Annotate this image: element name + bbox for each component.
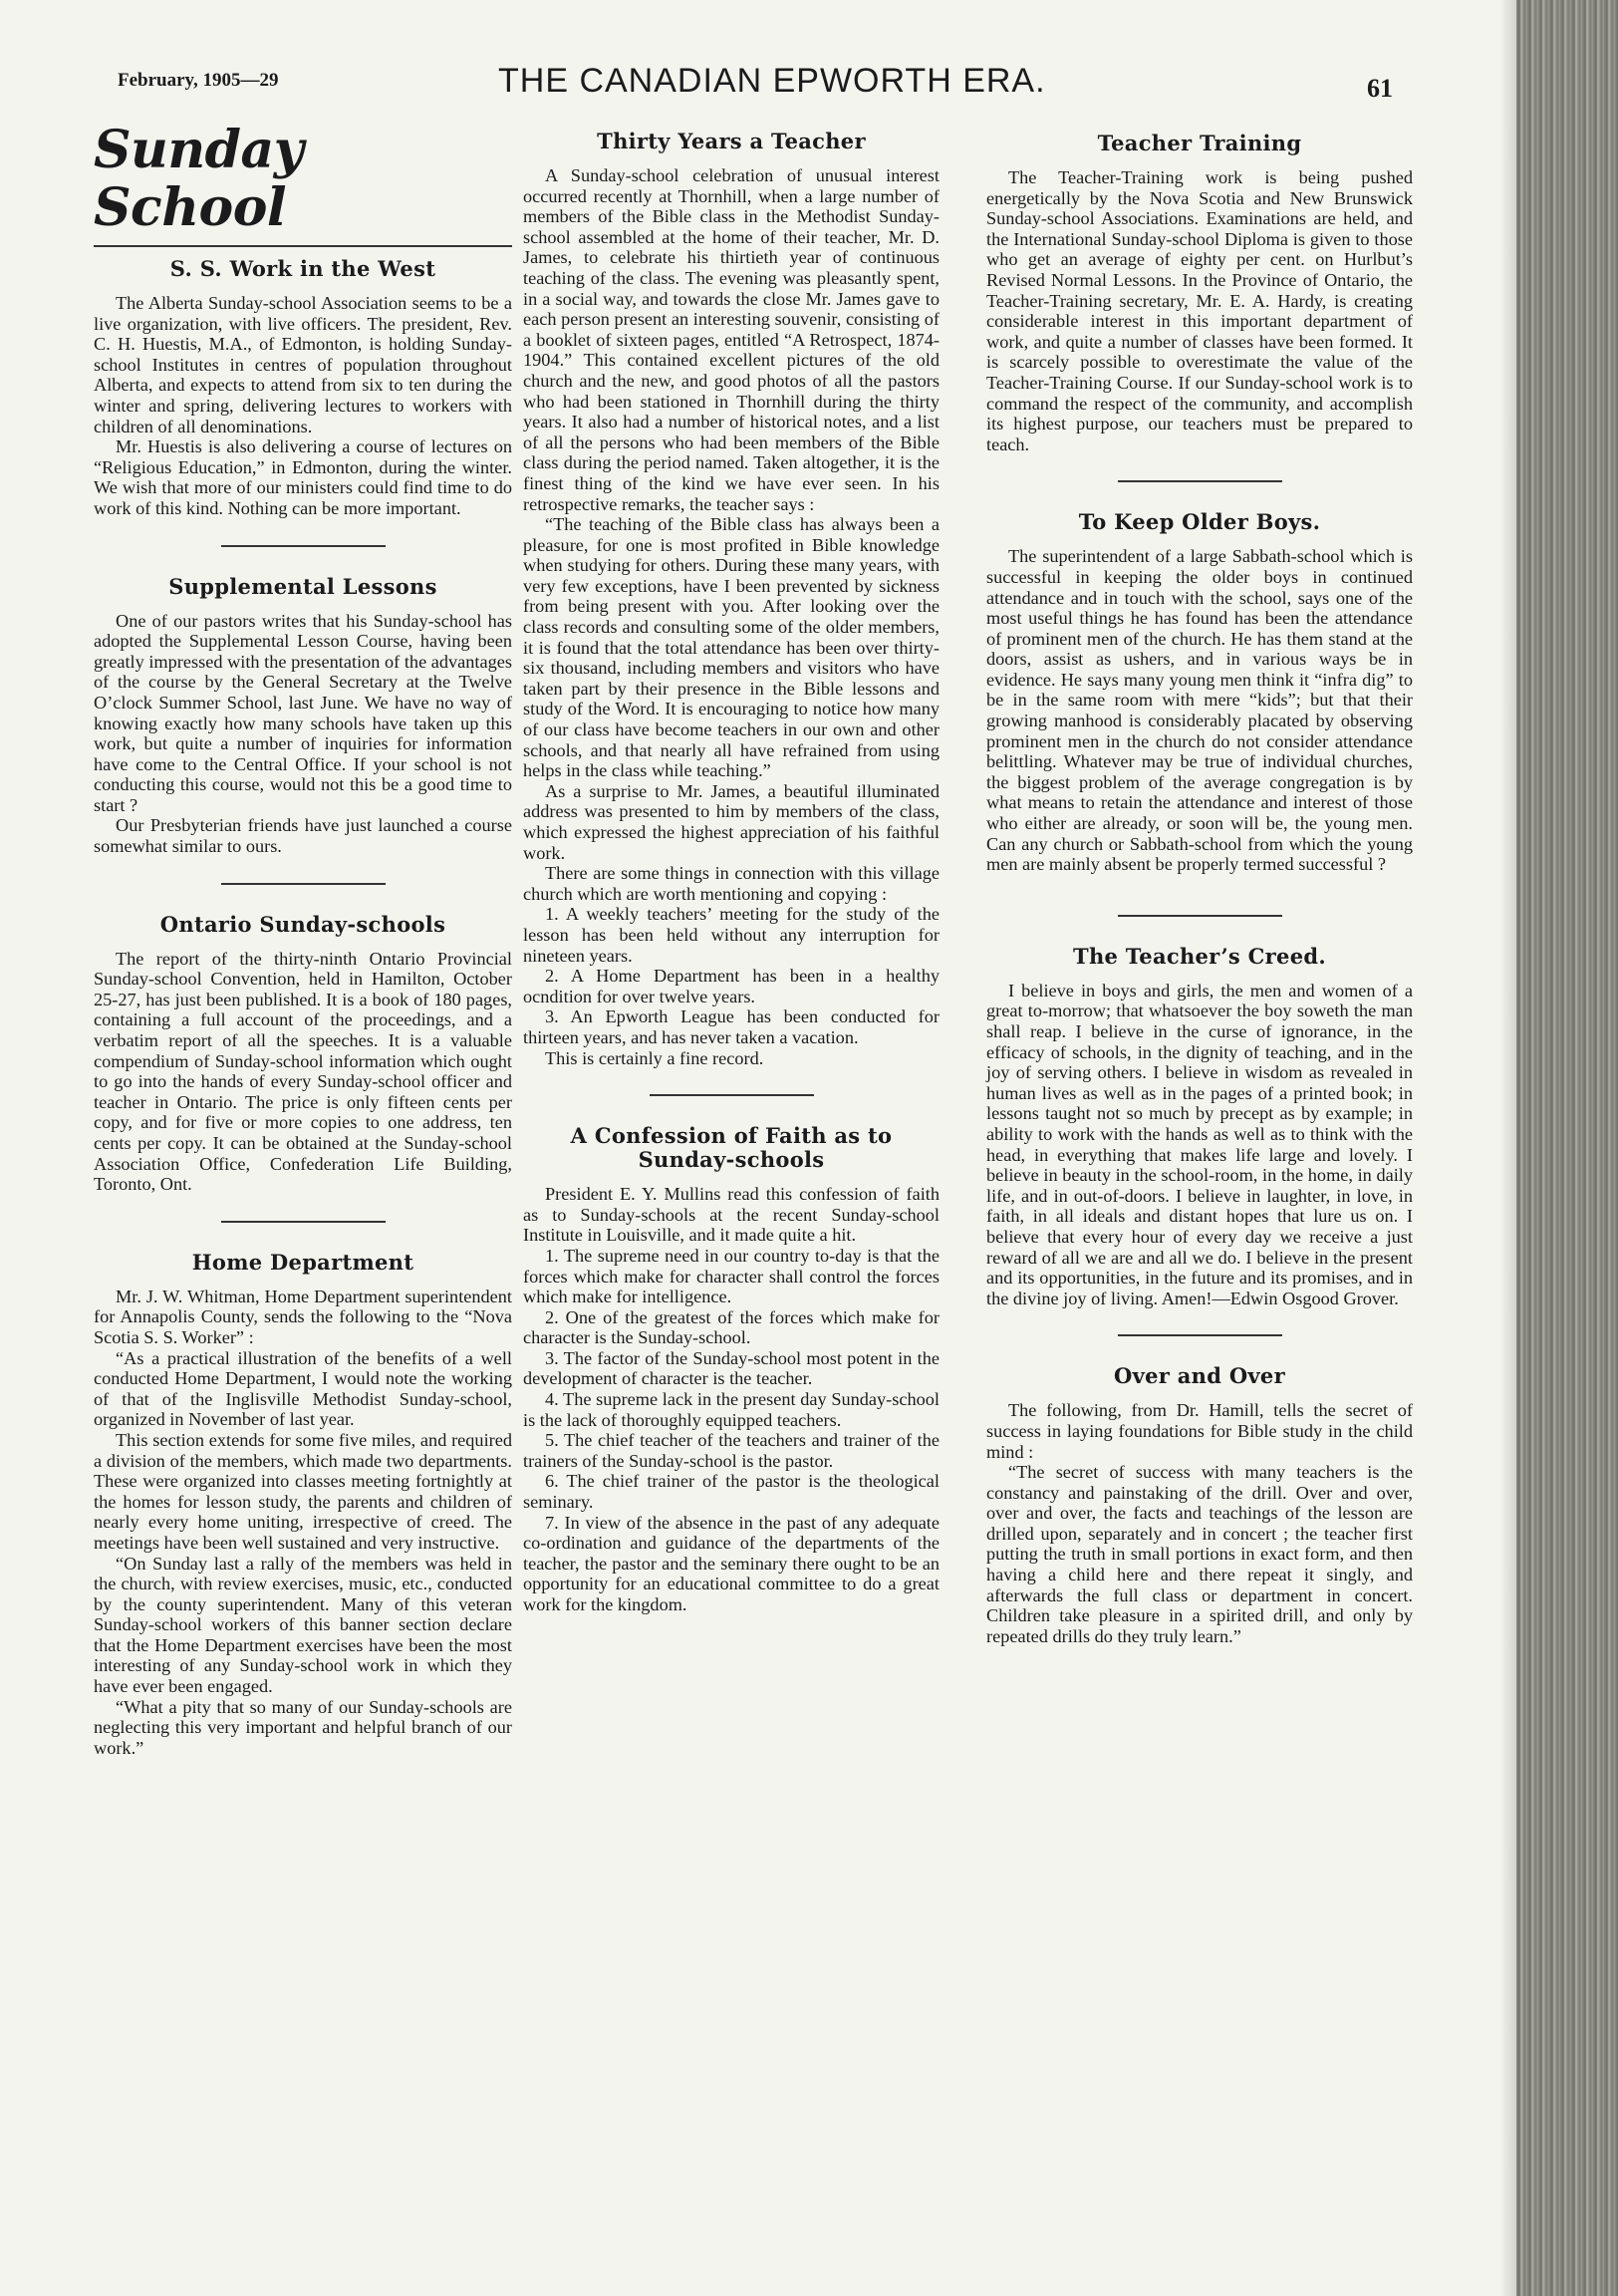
article-paragraph: “What a pity that so many of our Sunday-schools are neglecting this very important and helpful branch of our work.” xyxy=(94,1696,512,1758)
article-paragraph: 3. An Epworth League has been conducted for thirteen years, and has never taken a vacation. xyxy=(523,1006,940,1047)
section-divider xyxy=(650,1094,814,1096)
column-2 xyxy=(523,118,940,1615)
article-paragraph: 1. The supreme need in our country to-day is that the forces which make for character shall control the forces which make for intelligence. xyxy=(523,1245,940,1307)
section-divider xyxy=(1118,480,1282,482)
article-paragraph: 6. The chief trainer of the pastor is the theological seminary. xyxy=(523,1471,940,1513)
book-binding xyxy=(1516,0,1618,2296)
article-paragraph: 2. One of the greatest of the forces which make for character is the Sunday-school. xyxy=(523,1306,940,1348)
article-title: Teacher Training xyxy=(1097,131,1302,155)
article-paragraph: “The teaching of the Bible class has always been a pleasure, for one is most profited in Bible knowledge when studying for others. During these many years, with very few exceptions, have I been prevented by sickness from being present with you. After looking over the class records and consulting some of the older members, it is found that the total attendance has been over thirty-six thousand, including members and visitors who have taken part by their presence in the Bible lessons and study of the Word. It is encouraging to notice how many of our class have become teachers in our own and other schools, and that nearly all have refrained from using helps in the class while teaching.” xyxy=(523,514,940,781)
section-divider xyxy=(221,883,386,885)
article-title: A Confession of Faith as to Sunday-schools xyxy=(570,1123,893,1173)
article-paragraph: One of our pastors writes that his Sunday-school has adopted the Supplemental Lesson Course, having been greatly impressed with the presentation of the advantages of the course by the General Secretary at the Twelve O’clock Summer School, last June. We have no way of knowing exactly how many schools have taken up this work, but quite a number of inquiries for information have come to the Central Office. If your school is not conducting this course, would not this be a good time to start ? xyxy=(94,610,512,815)
article-paragraph: There are some things in connection with this village church which are worth mentioning and copying : xyxy=(523,863,940,904)
article-paragraph: 7. In view of the absence in the past of any adequate co-ordination and guidance of the departments of the teacher, the pastor and the seminary there ought to be an opportunity for an educational committee to do a great work for the kingdom. xyxy=(523,1512,940,1614)
article-paragraph: “The secret of success with many teachers is the constancy and painstaking of the drill. Over and over, over and over, the facts and teachings of the lesson are drilled upon, separately and in concert ; the teacher first putting the truth in small portions in exact form, and then having a child here and there repeat it singly, and afterwards the full class or department in concert. Children take pleasure in a spirited drill, and only by repeated drills do they truly learn.” xyxy=(986,1462,1413,1646)
article-paragraph: A Sunday-school celebration of unusual interest occurred recently at Thornhill, when a large number of members of the Bible class in the Methodist Sunday-school assembled at the home of their teacher, Mr. D. James, to celebrate his thirtieth year of continuous teaching of the class. The evening was pleasantly spent, in a social way, and towards the close Mr. James gave to each person present an interesting souvenir, consisting of a booklet of sixteen pages, entitled “A Retrospect, 1874-1904.” This contained excellent pictures of the old church and the new, and good photos of all the pastors who had been stationed in Thornhill during the thirty years. It also had a number of historical notes, and a list of all the persons who had been members of the Bible class during the period named. Taken altogether, it is the finest thing of the kind we have ever seen. In his retrospective remarks, the teacher says : xyxy=(523,165,940,514)
article-paragraph: “On Sunday last a rally of the members was held in the church, with review exercises, music, etc., conducted by the county superintendent. Many of this veteran Sunday-school workers of this banner section declare that the Home Department exercises have been the most interesting of any Sunday-school work in which they have ever been engaged. xyxy=(94,1553,512,1697)
article-title: Supplemental Lessons xyxy=(168,573,437,599)
article-paragraph: This section extends for some five miles, and required a division of the members, which made two departments. These were organized into classes meeting fortnightly at the homes for lesson study, the parents and children of nearly every home uniting, irrespective of creed. The meetings have been well sustained and very instructive. xyxy=(94,1429,512,1553)
section-masthead: Sunday School xyxy=(94,120,304,238)
section-divider xyxy=(1118,1334,1282,1336)
article-paragraph: The report of the thirty-ninth Ontario Provincial Sunday-school Convention, held in Hamilton, October 25-27, has just been published. It is a book of 180 pages, containing a full account of the proceedings, and a verbatim report of all the speeches. It is a valuable compendium of Sunday-school information which ought to go into the hands of every Sunday-school officer and teacher in Ontario. The price is only fifteen cents per copy, and for five or more copies to one address, ten cents per copy. It can be obtained at the Sunday-school Association Office, Confederation Life Building, Toronto, Ont. xyxy=(94,948,512,1195)
publication-title: THE CANADIAN EPWORTH ERA. xyxy=(498,62,1046,100)
article-title: Home Department xyxy=(191,1249,414,1275)
page-number: 61 xyxy=(1367,74,1393,103)
article-paragraph: Our Presbyterian friends have just launched a course somewhat similar to ours. xyxy=(94,815,512,857)
article-paragraph: The Alberta Sunday-school Association seems to be a live organization, with live officers. The president, Rev. C. H. Huestis, M.A., of Edmonton, is holding Sunday-school Institutes in centres of population throughout Alberta, and expects to attend from six to ten during the winter and spring, delivering lectures to workers with children of all denominations. xyxy=(94,293,512,436)
article-paragraph: This is certainly a fine record. xyxy=(545,1047,764,1068)
section-divider xyxy=(1118,915,1282,917)
article-paragraph: I believe in boys and girls, the men and women of a great to-morrow; that whatsoever the boy soweth the man shall reap. I believe in the curse of ignorance, in the efficacy of schools, in the dignity of teaching, and in the joy of serving others. I believe in wisdom as revealed in human lives as well as in the pages of a printed book; in lessons taught not so much by precept as by example; in ability to work with the hands as well as to think with the head, in everything that makes life large and lovely. I believe in beauty in the school-room, in the home, in daily life, and in out-of-doors. I believe in laughter, in love, in faith, in all ideals and distant hopes that lure us on. I believe that every hour of every day we receive a just reward of all we are and all we do. I believe in the present and its opportunities, in the future and its promises, and in the divine joy of living. Amen!—Edwin Osgood Grover. xyxy=(986,980,1413,1308)
article-paragraph: The Teacher-Training work is being pushed energetically by the Nova Scotia and New Brunswick Sunday-school Associations. Examinations are held, and the International Sunday-school Diploma is given to those who get an average of eighty per cent. on Hurlbut’s Revised Normal Lessons. In the Province of Ontario, the Teacher-Training secretary, Mr. E. A. Hardy, is creating considerable interest in this important department of work, and quite a number of classes have been formed. It is scarcely possible to overestimate the value of the Teacher-Training Course. If our Sunday-school work is to command the respect of the community, and accomplish its highest purpose, our teachers must be prepared to teach. xyxy=(986,167,1413,454)
article-title: Over and Over xyxy=(1114,1363,1285,1389)
article-title: To Keep Older Boys. xyxy=(1078,509,1321,535)
article-paragraph: Mr. Huestis is also delivering a course of lectures on “Religious Education,” in Edmonton, during the winter. We wish that more of our ministers could find time to do work of this kind. Nothing can be more important. xyxy=(94,436,512,518)
article-paragraph: The following, from Dr. Hamill, tells the secret of success in laying foundations for Bible study in the child mind : xyxy=(986,1400,1413,1462)
column-1 xyxy=(94,118,512,1758)
masthead-rule xyxy=(94,245,512,247)
section-divider xyxy=(221,545,386,547)
article-paragraph: 1. A weekly teachers’ meeting for the study of the lesson has been held without any interruption for nineteen years. xyxy=(523,904,940,966)
article-paragraph: “As a practical illustration of the benefits of a well conducted Home Department, I would note the working of that of the Inglisville Methodist Sunday-school, organized in November of last year. xyxy=(94,1347,512,1430)
article-title: Thirty Years a Teacher xyxy=(597,129,866,153)
article-paragraph: 5. The chief teacher of the teachers and trainer of the trainers of the Sunday-school is the pastor. xyxy=(523,1430,940,1471)
article-paragraph: Mr. J. W. Whitman, Home Department superintendent for Annapolis County, sends the following to the “Nova Scotia S. S. Worker” : xyxy=(94,1286,512,1347)
article-title: The Teacher’s Creed. xyxy=(1073,943,1326,969)
column-3 xyxy=(986,118,1413,1646)
article-paragraph: 3. The factor of the Sunday-school most potent in the development of character is the teacher. xyxy=(523,1347,940,1389)
article-title: S. S. Work in the West xyxy=(169,256,436,281)
article-paragraph: 2. A Home Department has been in a healthy ocndition for over twelve years. xyxy=(523,966,940,1006)
article-paragraph: President E. Y. Mullins read this confession of faith as to Sunday-schools at the recent Sunday-school Institute in Louisville, and it made quite a hit. xyxy=(523,1184,940,1246)
section-divider xyxy=(221,1221,386,1223)
issue-date: February, 1905—29 xyxy=(118,70,279,91)
article-paragraph: As a surprise to Mr. James, a beautiful illuminated address was presented to him by members of the class, which expressed the highest appreciation of his faithful work. xyxy=(523,780,940,863)
article-paragraph: The superintendent of a large Sabbath-school which is successful in keeping the older boys in continued attendance and in touch with the school, says one of the most useful things he has found has been the attendance of prominent men of the church. He has them stand at the doors, assist as ushers, and in various ways be in evidence. He says many young men think it “infra dig” to be in the same room with mere “kids”; but that their growing manhood is considerably placated by observing prominent men in the church do not consider attendance belittling. Whatever may be true of individual churches, the biggest problem of the average congregation is by what means to retain the attendance and interest of those who either are already, or soon will be, the young men. Can any church or Sabbath-school from which the young men are mainly absent be properly termed successful ? xyxy=(986,546,1413,875)
article-title: Ontario Sunday-schools xyxy=(159,911,446,937)
article-paragraph: 4. The supreme lack in the present day Sunday-school is the lack of thoroughly equipped teachers. xyxy=(523,1389,940,1430)
